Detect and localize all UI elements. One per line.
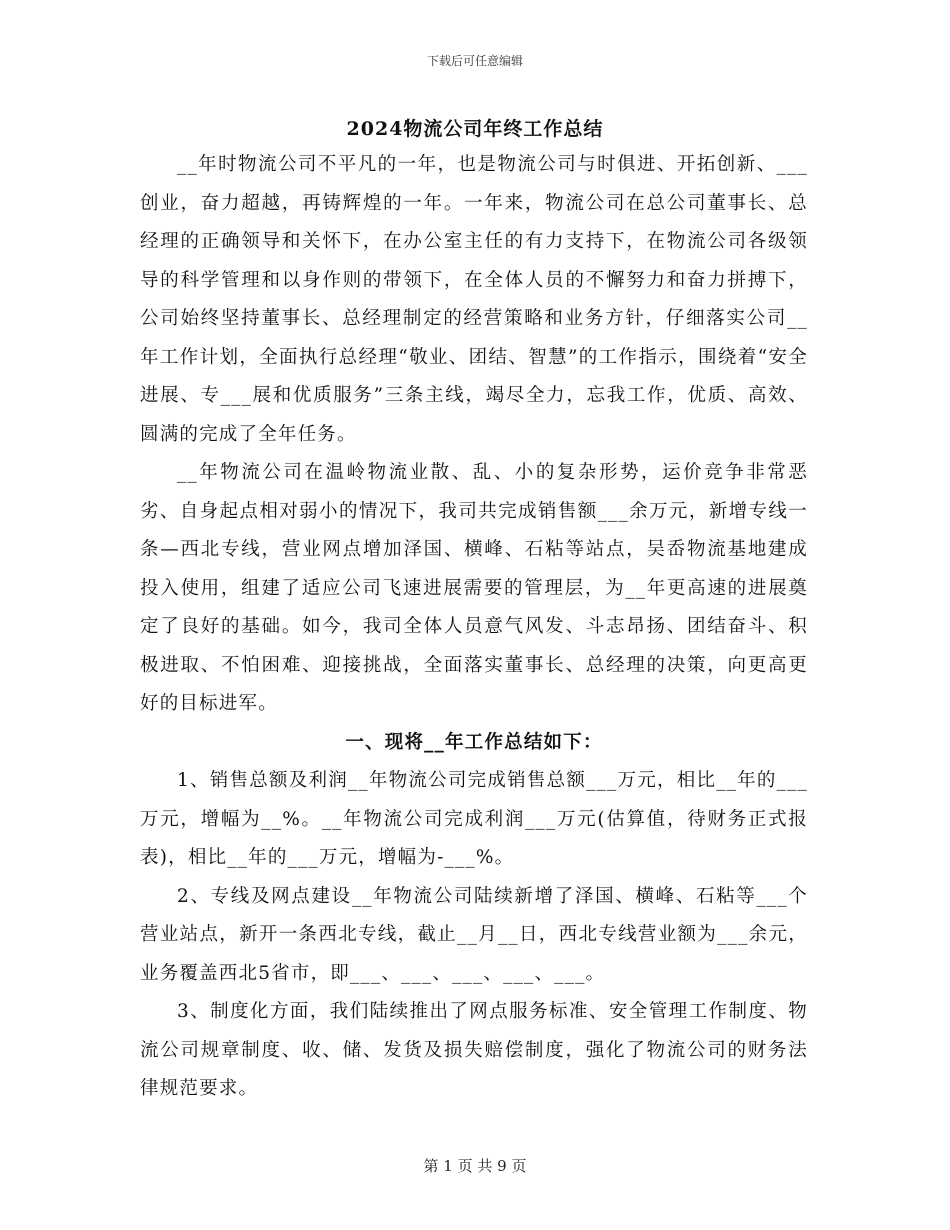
section-heading: 一、现将__年工作总结如下：	[345, 731, 603, 753]
overview-paragraph: __年物流公司在温岭物流业散、乱、小的复杂形势，运价竞争非常恶劣、自身起点相对弱小的情况下，我司共完成销售额___余万元，新增专线一条—西北专线，营业网点增加泽国、横峰、石粘等站点，吴岙物流基地建成投入使用，组建了适应公司飞速进展需要的管理层，为__年更高速的进展奠定了良好的基础。如今，我司全体人员意气风发、斗志昂扬、团结奋斗、积极进取、不怕困难、迎接挑战，全面落实董事长、总经理的决策，向更高更好的目标进军。	[140, 462, 808, 714]
summary-item: 1、销售总额及利润__年物流公司完成销售总额___万元，相比__年的___万元，增幅为__%。__年物流公司完成利润___万元(估算值，待财务正式报表)，相比__年的___万元，增幅为-___%。	[140, 770, 808, 868]
summary-item: 2、专线及网点建设__年物流公司陆续新增了泽国、横峰、石粘等___个营业站点，新开一条西北专线，截止__月__日，西北专线营业额为___余元，业务覆盖西北5省市，即___、___、___、___、___。	[140, 885, 808, 984]
intro-paragraph: __年时物流公司不平凡的一年，也是物流公司与时俱进、开拓创新、___创业，奋力超越，再铸辉煌的一年。一年来，物流公司在总公司董事长、总经理的正确领导和关怀下，在办公室主任的有力支持下，在物流公司各级领导的科学管理和以身作则的带领下，在全体人员的不懈努力和奋力拼搏下，公司始终坚持董事长、总经理制定的经营策略和业务方针，仔细落实公司__年工作计划，全面执行总经理“敬业、团结、智慧”的工作指示，围绕着“安全进展、专___展和优质服务”三条主线，竭尽全力，忘我工作，优质、高效、圆满的完成了全年任务。	[140, 154, 808, 445]
summary-item: 3、制度化方面，我们陆续推出了网点服务标准、安全管理工作制度、物流公司规章制度、收、储、发货及损失赔偿制度，强化了物流公司的财务法律规范要求。	[140, 1001, 808, 1099]
page-header: 下载后可任意编辑	[426, 54, 523, 68]
page-footer: 第 1 页 共 9 页	[423, 1157, 527, 1175]
document-title: 2024物流公司年终工作总结	[346, 118, 604, 140]
document-body	[140, 146, 808, 1109]
